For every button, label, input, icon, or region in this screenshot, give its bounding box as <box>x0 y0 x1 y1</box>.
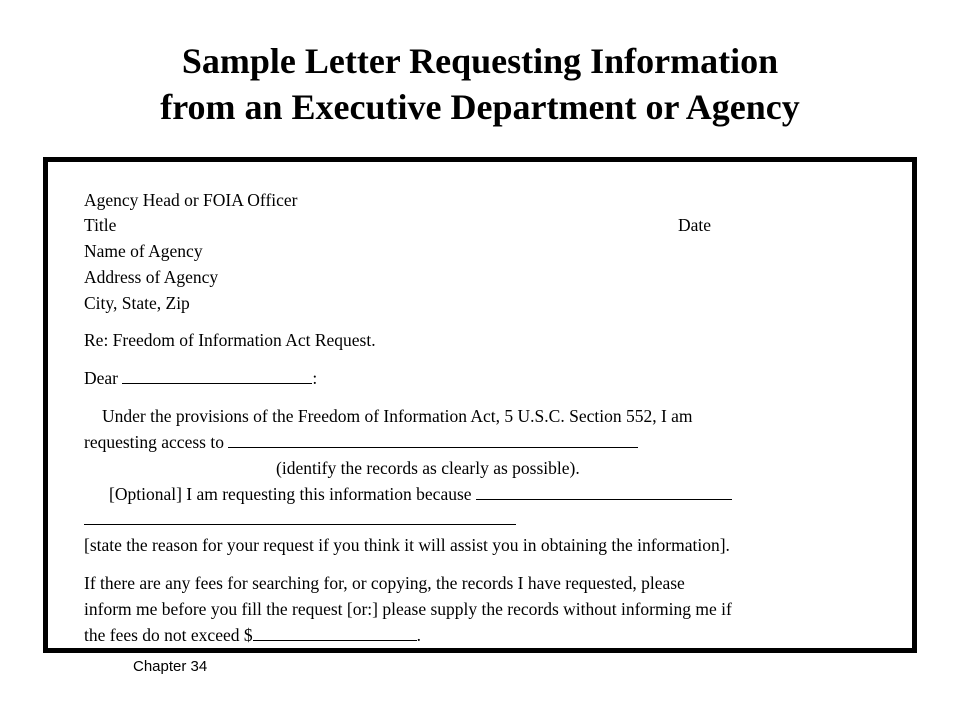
salutation-prefix: Dear <box>84 368 119 388</box>
date-label: Date <box>678 215 712 235</box>
fee-limit-prefix: the fees do not exceed $ <box>84 625 253 645</box>
paragraph-1-line-1: Under the provisions of the Freedom of Information Act, 5 U.S.C. Section 552, I am <box>102 406 693 426</box>
address-agency-address: Address of Agency <box>84 267 219 287</box>
paragraph-2-line-2 <box>84 508 516 530</box>
fee-limit-suffix: . <box>416 625 421 645</box>
address-agency-name: Name of Agency <box>84 241 203 261</box>
reason-instruction: [state the reason for your request if you think it will assist you in obtaining the information]. <box>84 535 730 555</box>
paragraph-3-line-2: inform me before you fill the request [or:] please supply the records without informing me if <box>84 599 732 619</box>
salutation <box>84 367 317 389</box>
slide-title-line-2: from an Executive Department or Agency <box>160 87 800 127</box>
paragraph-3-line-3 <box>84 624 421 646</box>
slide-title-line-1: Sample Letter Requesting Information <box>181 41 779 81</box>
fee-amount-blank <box>253 625 417 641</box>
slide-title <box>0 38 960 130</box>
reason-blank-1 <box>476 484 732 500</box>
re-line: Re: Freedom of Information Act Request. <box>84 330 376 350</box>
reason-blank-2 <box>84 509 516 525</box>
address-recipient: Agency Head or FOIA Officer <box>84 190 298 210</box>
paragraph-1-requesting-access: requesting access to <box>84 432 224 452</box>
paragraph-2-optional-prefix: [Optional] I am requesting this information because <box>109 484 472 504</box>
paragraph-3-line-1: If there are any fees for searching for, or copying, the records I have requested, please <box>84 573 685 593</box>
paragraph-2-line-1 <box>109 483 732 505</box>
sample-letter <box>43 157 917 653</box>
salutation-name-blank <box>122 368 312 384</box>
records-hint: (identify the records as clearly as possible). <box>276 458 580 478</box>
chapter-footer: Chapter 34 <box>133 658 208 675</box>
address-title: Title <box>84 215 117 235</box>
address-city-state-zip: City, State, Zip <box>84 293 190 313</box>
paragraph-1-line-2 <box>84 431 638 453</box>
salutation-suffix: : <box>312 368 318 388</box>
records-description-blank <box>228 432 638 448</box>
